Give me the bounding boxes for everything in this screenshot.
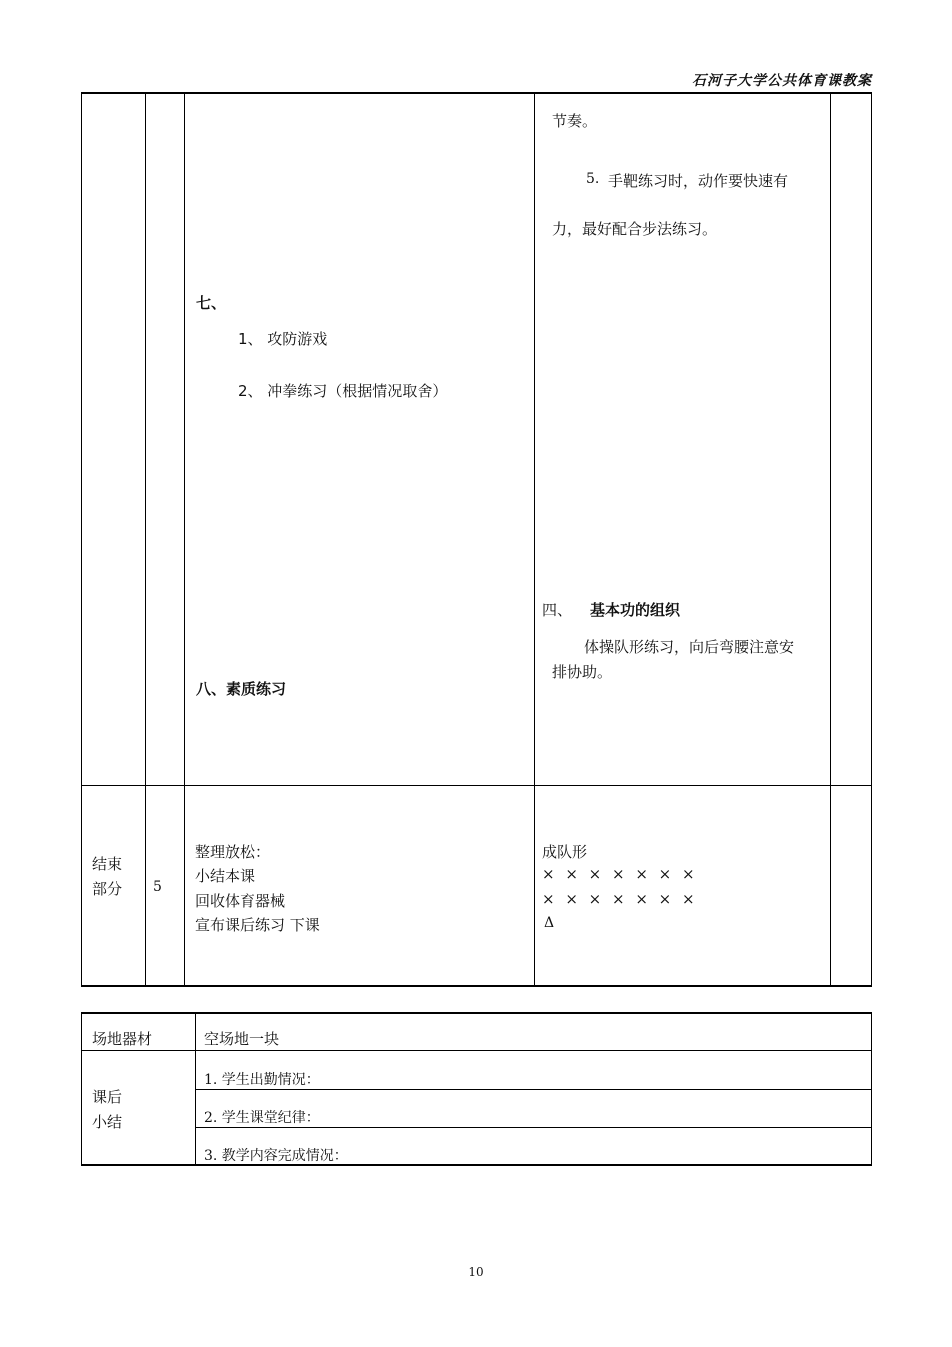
content-item-7-1: 1、 攻防游戏 (238, 330, 328, 348)
notes-heading-4-number: 四、 (542, 601, 573, 619)
formation-teacher-marker: Δ (544, 915, 555, 931)
page-number: 10 (468, 1265, 484, 1279)
ending-content-line-3: 回收体育器械 (195, 892, 286, 910)
ending-content-line-4: 宣布课后练习 下课 (195, 916, 320, 934)
summary-item-completion: 3. 教学内容完成情况： (204, 1148, 348, 1164)
notes-item-5-number: 5. (586, 171, 600, 187)
notes-heading-4-text: 基本功的组织 (590, 601, 681, 619)
notes-line-rhythm: 节奏。 (552, 112, 598, 130)
summary-label-line-2: 小结 (92, 1113, 123, 1131)
section-heading-8: 八、素质练习 (196, 680, 287, 698)
notes-organization-line-2: 排协助。 (552, 663, 613, 681)
notes-item-5-text: 手靶练习时，动作要快速有 (608, 172, 789, 190)
document-header-title: 石河子大学公共体育课教案 (692, 73, 872, 89)
section-minutes: 5 (153, 879, 162, 895)
notes-organization-line-1: 体操队形练习，向后弯腰注意安 (584, 638, 795, 656)
section-label-line-2: 部分 (92, 880, 123, 898)
ending-content-line-2: 小结本课 (195, 867, 256, 885)
section-label-line-1: 结束 (92, 855, 123, 873)
formation-row-2: × × × × × × × (542, 890, 698, 908)
notes-item-5-continued: 力，最好配合步法练习。 (552, 220, 718, 238)
section-heading-7: 七、 (196, 294, 227, 312)
ending-content-line-1: 整理放松： (195, 843, 271, 861)
formation-title: 成队形 (542, 843, 588, 861)
summary-item-attendance: 1. 学生出勤情况： (204, 1072, 320, 1088)
formation-row-1: × × × × × × × (542, 865, 698, 883)
summary-item-discipline: 2. 学生课堂纪律： (204, 1110, 320, 1126)
content-item-7-2: 2、 冲拳练习（根据情况取舍） (238, 382, 448, 400)
venue-value: 空场地一块 (204, 1030, 280, 1048)
summary-label-line-1: 课后 (92, 1088, 123, 1106)
venue-label: 场地器材 (92, 1030, 153, 1048)
